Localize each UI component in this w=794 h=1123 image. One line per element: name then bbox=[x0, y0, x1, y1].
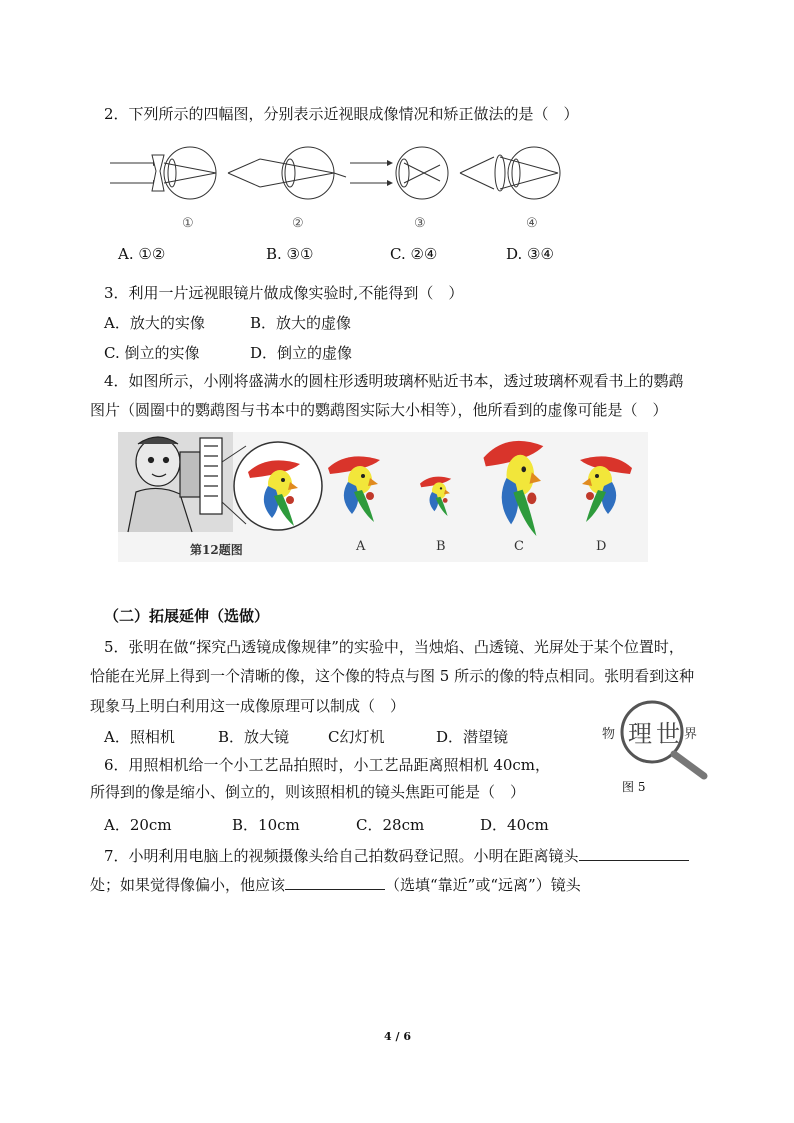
q7-line2-text-b: （选填“靠近”或“远离”）镜头 bbox=[385, 876, 581, 894]
fig5-word-4: 界 bbox=[684, 727, 698, 742]
fig5-word-2: 理 bbox=[628, 720, 652, 748]
q4-label-c: C bbox=[514, 539, 524, 554]
q3-option-b: B．放大的虚像 bbox=[250, 314, 352, 332]
q2-option-a: A. ①② bbox=[118, 245, 166, 263]
q3-option-a: A．放大的实像 bbox=[104, 314, 205, 332]
eye-diagram-2 bbox=[228, 147, 346, 199]
fig-label-1: ① bbox=[182, 216, 194, 231]
q5-line1: 5．张明在做“探究凸透镜成像规律”的实验中，当烛焰、凸透镜、光屏处于某个位置时， bbox=[104, 638, 684, 656]
q5-line2: 恰能在光屏上得到一个清晰的像，这个像的特点与图 5 所示的像的特点相同。张明看到这种 bbox=[90, 667, 695, 685]
fig-label-3: ③ bbox=[414, 216, 426, 231]
q7-line1 bbox=[104, 844, 689, 866]
fig-label-2: ② bbox=[292, 216, 304, 231]
fig5-caption: 图 5 bbox=[622, 780, 646, 794]
q2-option-b: B. ③① bbox=[266, 245, 314, 263]
q2-eye-diagrams bbox=[110, 135, 570, 235]
q3-stem: 3．利用一片远视眼镜片做成像实验时,不能得到（ ） bbox=[104, 284, 464, 302]
fig5-magnifier bbox=[600, 698, 720, 780]
q5-option-a: A．照相机 bbox=[104, 728, 175, 746]
q3-option-d: D．倒立的虚像 bbox=[250, 344, 353, 362]
q2-stem: 2．下列所示的四幅图，分别表示近视眼成像情况和矫正做法的是（ ） bbox=[104, 105, 579, 123]
q4-label-a: A bbox=[356, 539, 366, 554]
q4-stem-line2: 图片（圆圈中的鹦鹉图与书本中的鹦鹉图实际大小相等），他所看到的虚像可能是（ ） bbox=[90, 401, 668, 419]
eye-diagram-3 bbox=[350, 147, 448, 199]
q4-label-b: B bbox=[436, 539, 446, 554]
boy-illustration bbox=[118, 432, 233, 532]
q6-option-d: D．40cm bbox=[480, 816, 549, 834]
q4-label-d: D bbox=[596, 539, 607, 554]
eye-diagram-1 bbox=[110, 147, 216, 199]
q5-line3: 现象马上明白利用这一成像原理可以制成（ ） bbox=[90, 697, 406, 715]
q7-line2-text-a: 处；如果觉得像偏小，他应该 bbox=[90, 876, 286, 894]
q7-line1-text: 7．小明利用电脑上的视频摄像头给自己拍数码登记照。小明在距离镜头 bbox=[104, 847, 579, 865]
q7-blank-2[interactable] bbox=[285, 873, 385, 890]
eye-diagram-4 bbox=[460, 147, 560, 199]
q4-stem-line1: 4．如图所示，小刚将盛满水的圆柱形透明玻璃杯贴近书本，透过玻璃杯观看书上的鹦鹉 bbox=[104, 372, 684, 390]
q5-option-c: C幻灯机 bbox=[328, 728, 385, 746]
q4-figure-caption: 第12题图 bbox=[190, 543, 243, 557]
q2-option-c: C. ②④ bbox=[390, 245, 438, 263]
q6-line1: 6．用照相机给一个小工艺品拍照时，小工艺品距离照相机 40cm， bbox=[104, 756, 551, 774]
q7-line2 bbox=[90, 873, 581, 895]
fig-label-4: ④ bbox=[526, 216, 538, 231]
q3-option-c: C. 倒立的实像 bbox=[104, 344, 200, 362]
q6-option-b: B．10cm bbox=[232, 816, 300, 834]
q2-option-d: D. ③④ bbox=[506, 245, 554, 263]
q7-blank-1[interactable] bbox=[579, 844, 689, 861]
q4-figure bbox=[118, 432, 648, 562]
page-number: 4 / 6 bbox=[384, 1030, 411, 1043]
q6-line2: 所得到的像是缩小、倒立的，则该照相机的镜头焦距可能是（ ） bbox=[90, 783, 526, 801]
fig5-word-1: 物 bbox=[602, 727, 616, 742]
q5-option-d: D．潜望镜 bbox=[436, 728, 509, 746]
q6-option-c: C．28cm bbox=[356, 816, 425, 834]
q5-option-b: B．放大镜 bbox=[218, 728, 290, 746]
fig5-word-3: 世 bbox=[656, 720, 680, 748]
q6-option-a: A．20cm bbox=[104, 816, 172, 834]
section-title: （二）拓展延伸（选做） bbox=[104, 607, 270, 625]
